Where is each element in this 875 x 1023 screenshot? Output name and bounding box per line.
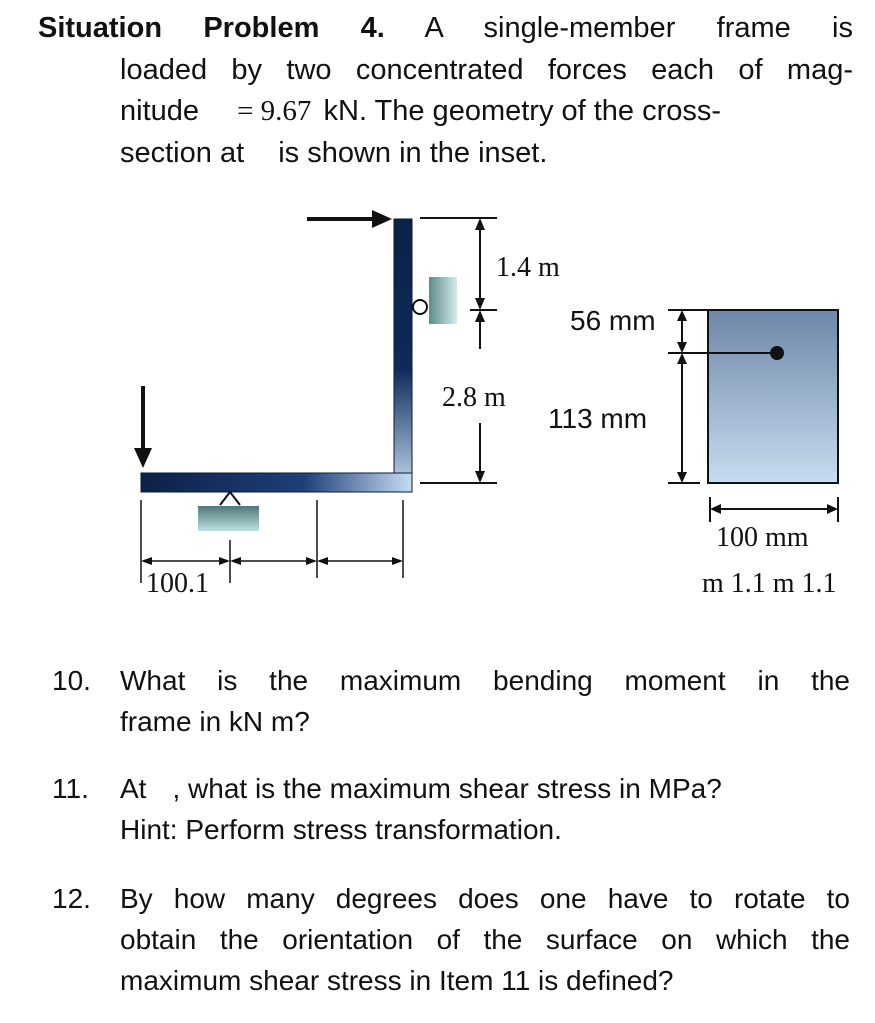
vertical-dimension-lines — [420, 218, 497, 483]
question-11-line-1-b: , what is the maximum shear stress in MPa? — [172, 773, 722, 804]
dim-bottom-left-label: 100.1 — [146, 568, 209, 599]
problem-heading: Situation Problem 4. — [38, 12, 385, 44]
question-12-line-2: obtain the orientation of the surface on which the — [120, 924, 850, 955]
problem-line-4-a: section at — [120, 136, 245, 169]
question-12-line-3: maximum shear stress in Item 11 is defined? — [120, 965, 674, 996]
dim-cs-side-label: 113 mm — [548, 403, 648, 434]
roller-support — [413, 277, 457, 324]
question-10-number: 10. — [52, 665, 91, 696]
pin-support — [198, 492, 259, 531]
question-11-line-2: Hint: Perform stress transformation. — [120, 814, 562, 845]
question-11-line-1-a: At — [120, 773, 147, 804]
question-11-text — [120, 768, 850, 850]
dim-cs-width-label: 100 mm — [716, 522, 809, 553]
question-12-line-1: By how many degrees does one have to rotate to — [120, 883, 850, 914]
problem-line-3-a: nitude — [120, 95, 200, 127]
dim-bottom-right-label: m 1.1 m 1.1 — [702, 568, 837, 599]
left-force-arrow — [134, 386, 152, 468]
problem-line-3-b: kN. The geometry of the cross- — [323, 95, 722, 127]
question-12-number: 12. — [52, 883, 91, 914]
question-10-line-1: What is the maximum bending moment in the — [120, 665, 850, 696]
section-point-dot — [770, 346, 784, 360]
problem-line-4-b: is shown in the inset. — [278, 136, 548, 169]
question-11-number: 11. — [52, 773, 89, 804]
problem-line-1-text: A single-member frame is — [424, 12, 853, 44]
dim-side-label: 2.8 m — [442, 382, 506, 413]
question-10-text — [120, 660, 850, 742]
question-12-text — [120, 878, 850, 1001]
question-11-line-1 — [120, 768, 850, 809]
cross-section-rect — [708, 310, 838, 483]
dim-top-label: 1.4 m — [496, 252, 560, 283]
question-10-line-2: frame in kN m? — [120, 706, 310, 737]
frame-vertical-member — [394, 219, 412, 492]
force-magnitude: = 9.67 — [237, 95, 312, 127]
dim-cs-top-label: 56 mm — [570, 305, 656, 336]
problem-line-2: loaded by two concentrated forces each of mag- — [120, 53, 853, 86]
frame-horizontal-member — [141, 473, 412, 492]
top-force-arrow — [307, 210, 392, 228]
